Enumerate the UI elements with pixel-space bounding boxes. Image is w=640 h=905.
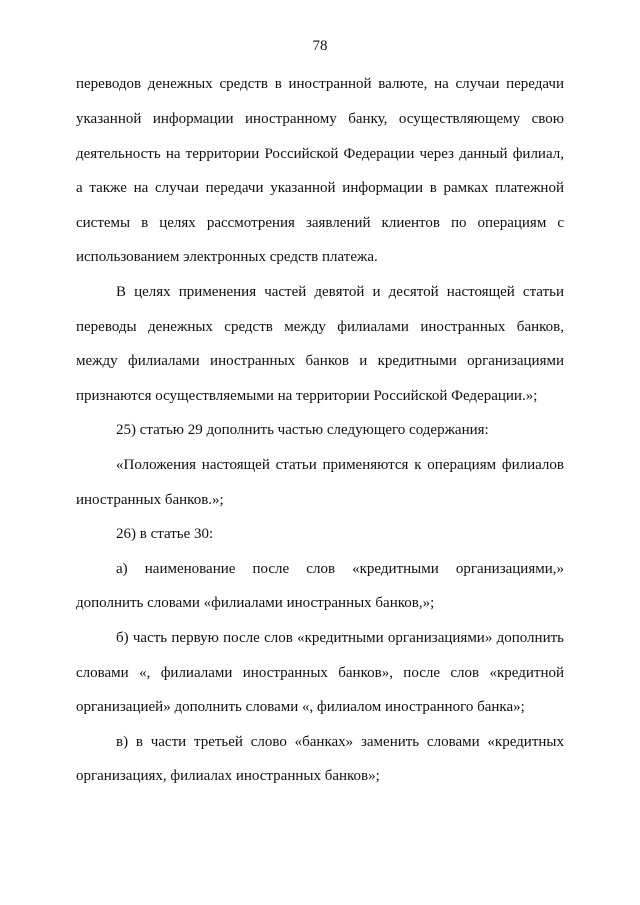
page-number: 78	[312, 38, 328, 54]
text-line: 26) в статье 30:	[116, 526, 214, 542]
text-line: деятельность на территории Российской Федерации через данный филиал,	[76, 146, 564, 162]
text-line: между филиалами иностранных банков и кредитными организациями	[76, 353, 564, 369]
text-line: использованием электронных средств платежа.	[76, 249, 378, 265]
text-line: организациях, филиалах иностранных банков»;	[76, 768, 380, 784]
text-line: а) наименование после слов «кредитными организациями,»	[116, 561, 564, 577]
text-line: дополнить словами «филиалами иностранных банков,»;	[76, 595, 435, 611]
text-line: словами «, филиалами иностранных банков», после слов «кредитной	[76, 665, 564, 681]
text-line: организацией» дополнить словами «, филиалом иностранного банка»;	[76, 699, 525, 715]
text-line: «Положения настоящей статьи применяются к операциям филиалов	[116, 457, 564, 473]
text-line: б) часть первую после слов «кредитными организациями» дополнить	[116, 630, 564, 646]
text-line: В целях применения частей девятой и десятой настоящей статьи	[116, 284, 564, 300]
text-line: переводы денежных средств между филиалами иностранных банков,	[76, 319, 564, 335]
text-line: а также на случаи передачи указанной информации в рамках платежной	[76, 180, 564, 196]
text-line: системы в целях рассмотрения заявлений клиентов по операциям с	[76, 215, 564, 231]
text-line: 25) статью 29 дополнить частью следующего содержания:	[116, 422, 489, 438]
text-line: переводов денежных средств в иностранной валюте, на случаи передачи	[76, 76, 564, 92]
text-line: иностранных банков.»;	[76, 492, 224, 508]
text-line: признаются осуществляемыми на территории Российской Федерации.»;	[76, 388, 538, 404]
text-line: указанной информации иностранному банку, осуществляющему свою	[76, 111, 564, 127]
text-line: в) в части третьей слово «банках» заменить словами «кредитных	[116, 734, 564, 750]
